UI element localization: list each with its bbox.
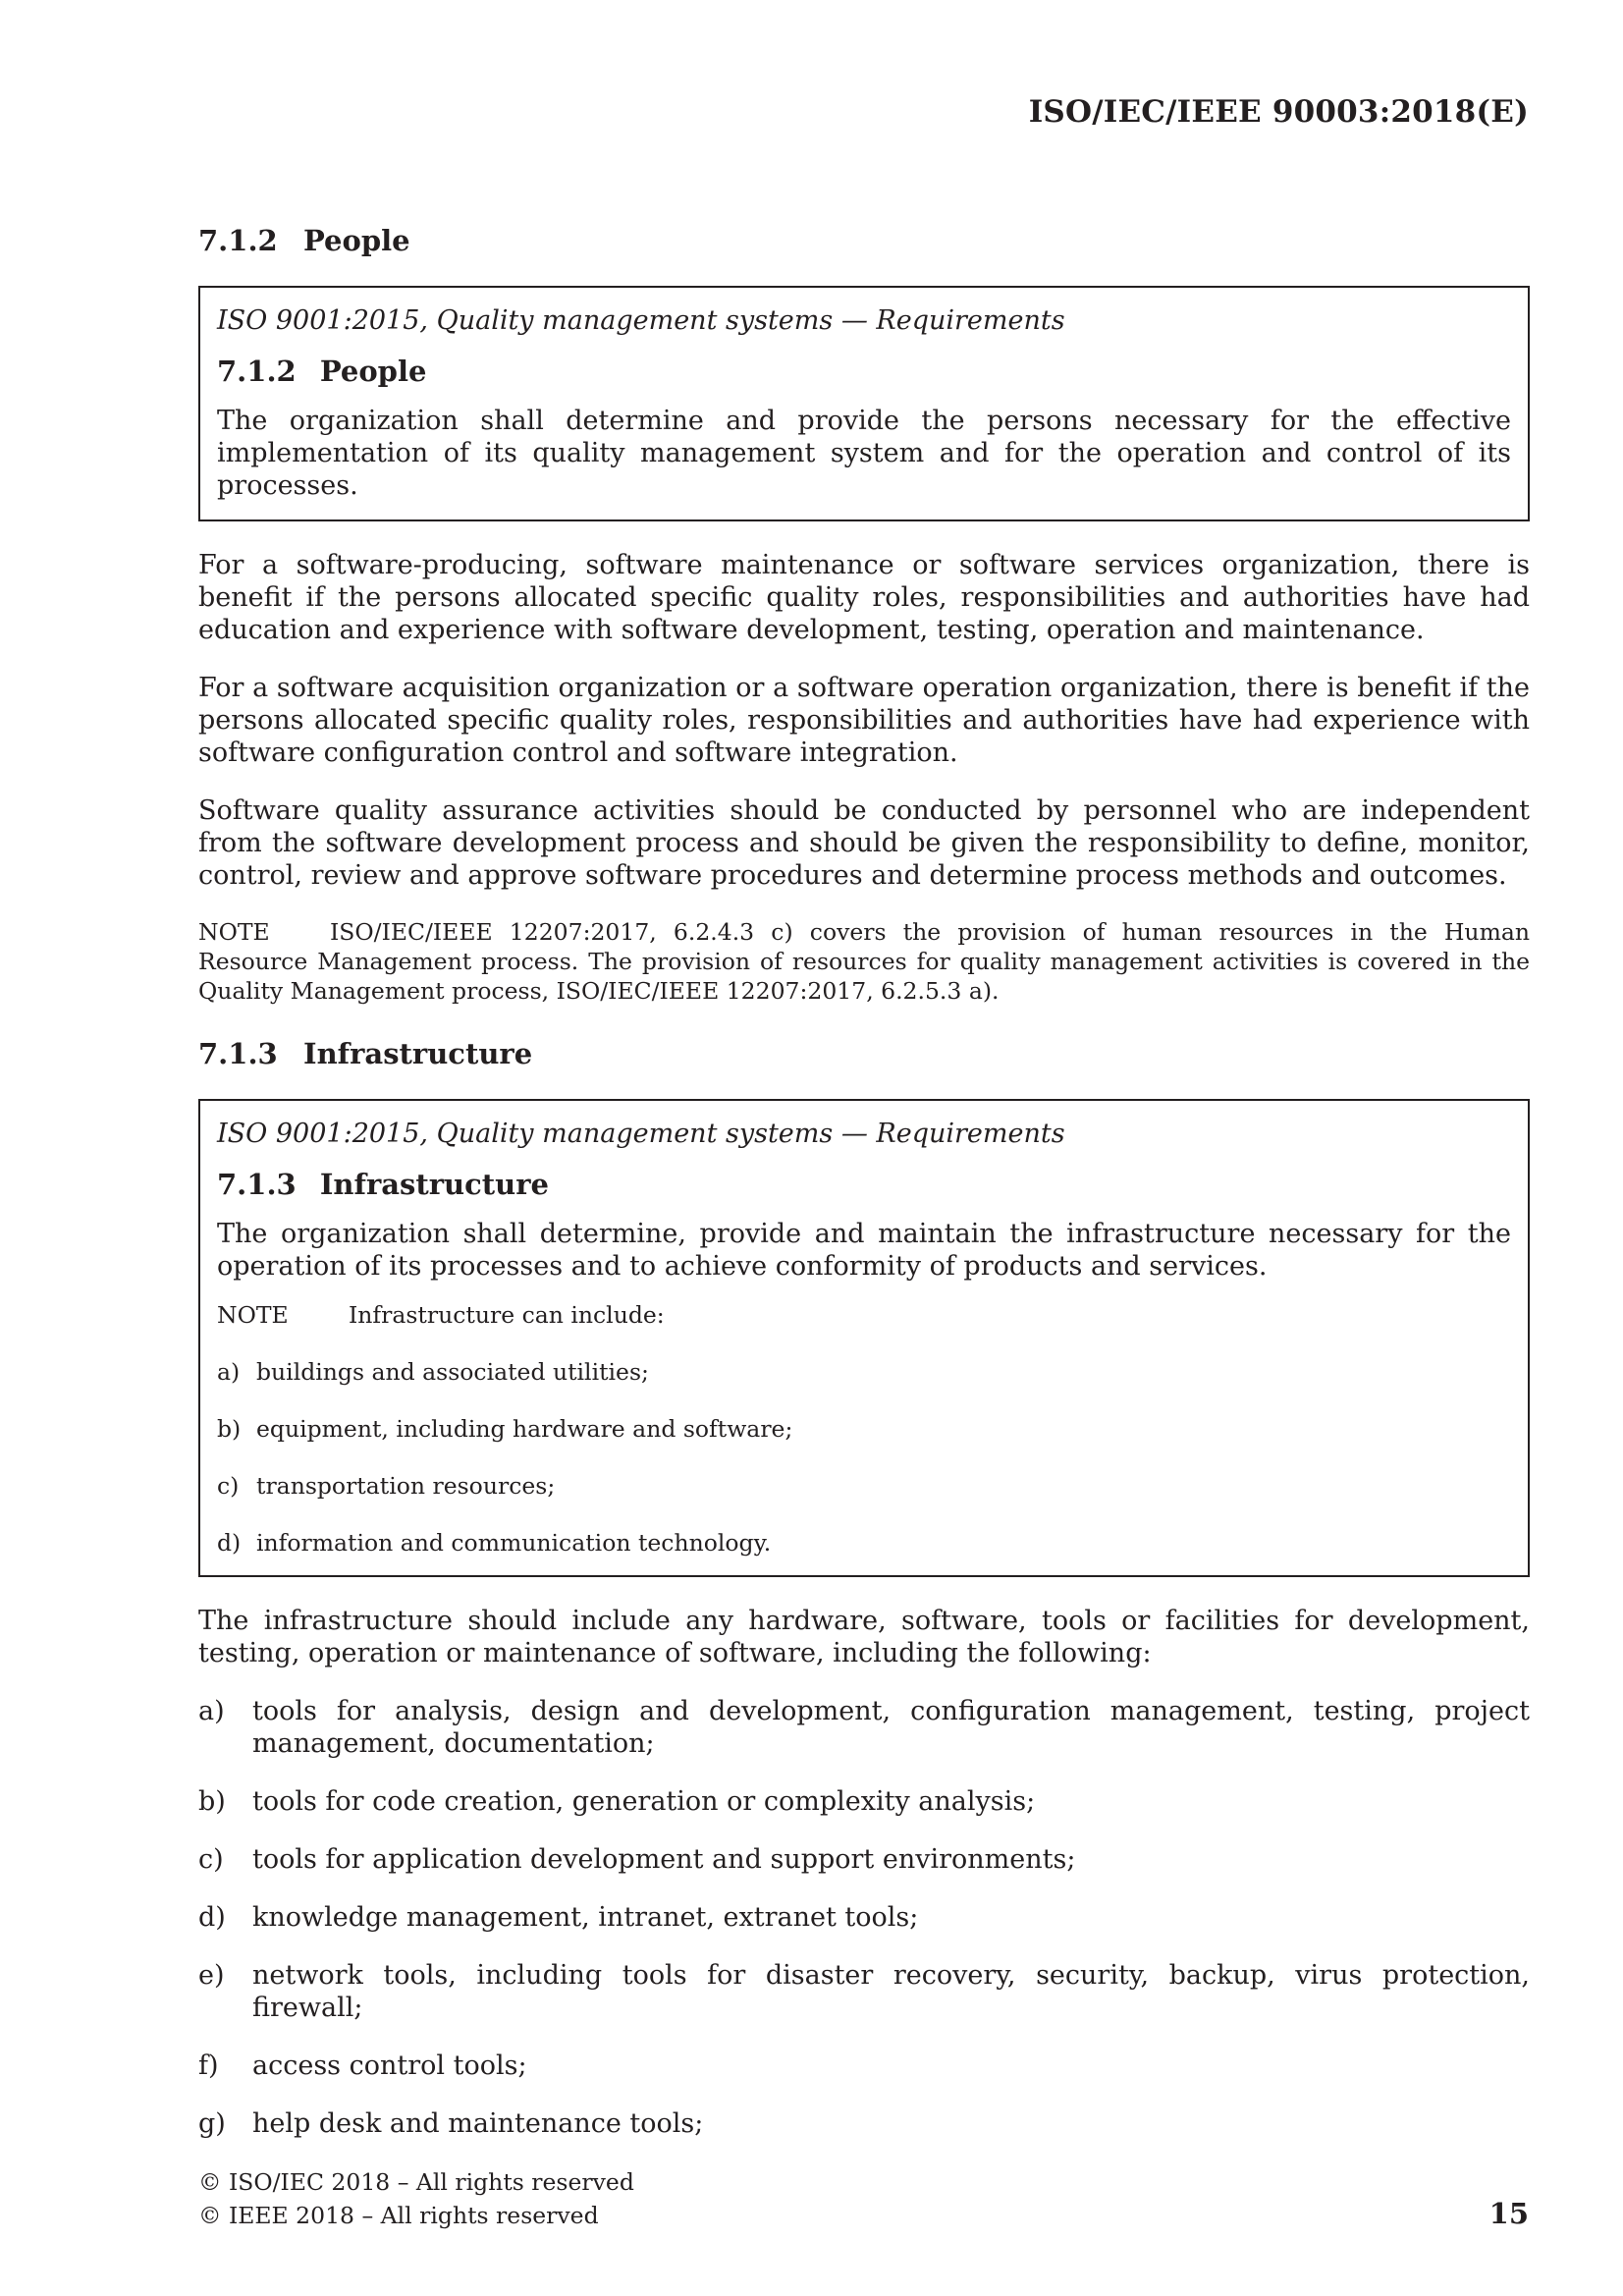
- list-marker: e): [198, 1960, 225, 1992]
- list-item-text: transportation resources;: [256, 1472, 556, 1501]
- section-title: People: [303, 224, 410, 257]
- section-number: 7.1.2: [198, 224, 278, 257]
- list-item: [198, 1959, 1530, 2024]
- list-item-text: tools for code creation, generation or complexity analysis;: [252, 1786, 1036, 1818]
- paragraph: The infrastructure should include any hardware, software, tools or facilities for development, testing, operation or maintenance of software, including the following:: [198, 1606, 1530, 1669]
- paragraph: Software quality assurance activities should be conducted by personnel who are independent from the software development process and should be given the responsibility to define, monitor, control, review and approve software procedures and determine process methods and outcomes.: [198, 795, 1530, 892]
- note-text: Infrastructure can include:: [349, 1301, 665, 1330]
- box-heading-title: Infrastructure: [319, 1168, 549, 1202]
- box-note: [217, 1300, 1511, 1330]
- list-item-text: network tools, including tools for disaster recovery, security, backup, virus protection, firewall;: [252, 1960, 1530, 2024]
- box-heading-number: 7.1.3: [217, 1168, 297, 1202]
- document-id: ISO/IEC/IEEE 90003:2018(E): [1028, 94, 1529, 130]
- box-body: The organization shall determine and provide the persons necessary for the effective implementation of its quality management system and for the operation and control of its processes.: [217, 406, 1511, 502]
- note-label: NOTE: [217, 1301, 289, 1330]
- list-marker: b): [198, 1786, 226, 1818]
- box-heading: [217, 1167, 1511, 1202]
- list-item-text: tools for application development and support environments;: [252, 1844, 1076, 1876]
- box-heading-title: People: [319, 354, 427, 388]
- section-title: Infrastructure: [303, 1037, 533, 1071]
- box-source: ISO 9001:2015, Quality management systems — Requirements: [217, 1118, 1065, 1149]
- note: [198, 917, 1530, 1006]
- list-item: [198, 2107, 1530, 2140]
- quoted-requirement-box-7-1-3: [198, 1099, 1530, 1577]
- list-marker: d): [198, 1902, 226, 1934]
- list-marker: d): [217, 1529, 242, 1558]
- page-number: 15: [1488, 2197, 1529, 2230]
- note-text: ISO/IEC/IEEE 12207:2017, 6.2.4.3 c) covers the provision of human resources in the Human Resource Management process. The provision of resources for quality management activities is covered in the Quality Management process, ISO/IEC/IEEE 12207:2017, 6.2.5.3 a).: [198, 918, 1530, 1006]
- list-marker: g): [198, 2108, 226, 2140]
- list-item-text: knowledge management, intranet, extranet tools;: [252, 1902, 919, 1934]
- section-number: 7.1.3: [198, 1037, 278, 1071]
- list-item: [198, 1901, 1530, 1934]
- list-item: [198, 1695, 1530, 1760]
- section-heading-7-1-2: [198, 224, 1530, 258]
- list-item-text: information and communication technology.: [256, 1529, 772, 1558]
- list-item-text: help desk and maintenance tools;: [252, 2108, 704, 2140]
- quoted-requirement-box-7-1-2: [198, 286, 1530, 521]
- list-item-text: equipment, including hardware and software;: [256, 1415, 793, 1444]
- list-item: [198, 2050, 1530, 2082]
- list-marker: a): [198, 1696, 225, 1727]
- box-list-item: [217, 1357, 1511, 1387]
- note-label: NOTE: [198, 918, 270, 947]
- list-item-text: tools for analysis, design and development, configuration management, testing, project management, documentation;: [252, 1696, 1530, 1760]
- copyright-footer: [198, 2165, 634, 2232]
- list-marker: a): [217, 1358, 241, 1387]
- paragraph: For a software acquisition organization or a software operation organization, there is benefit if the persons allocated specific quality roles, responsibilities and authorities have had experience with software configuration control and software integration.: [198, 673, 1530, 769]
- section-heading-7-1-3: [198, 1037, 1530, 1071]
- box-heading: [217, 354, 1511, 389]
- list-marker: b): [217, 1415, 242, 1444]
- box-list-item: [217, 1414, 1511, 1444]
- list-item: [198, 1843, 1530, 1876]
- list-marker: f): [198, 2050, 219, 2082]
- copyright-iso-iec: © ISO/IEC 2018 – All rights reserved: [198, 2168, 634, 2196]
- box-source: ISO 9001:2015, Quality management systems — Requirements: [217, 304, 1065, 336]
- list-marker: c): [217, 1472, 240, 1501]
- copyright-ieee: © IEEE 2018 – All rights reserved: [198, 2202, 599, 2229]
- list-item: [198, 1785, 1530, 1818]
- list-marker: c): [198, 1844, 224, 1876]
- page-content: [198, 224, 1530, 2165]
- list-item-text: access control tools;: [252, 2050, 527, 2082]
- box-list-item: [217, 1471, 1511, 1501]
- box-heading-number: 7.1.2: [217, 354, 297, 388]
- paragraph: For a software-producing, software maintenance or software services organization, there is benefit if the persons allocated specific quality roles, responsibilities and authorities have had education and experience with software development, testing, operation and maintenance.: [198, 550, 1530, 646]
- box-list-item: [217, 1528, 1511, 1558]
- list-item-text: buildings and associated utilities;: [256, 1358, 649, 1387]
- box-body: The organization shall determine, provide and maintain the infrastructure necessary for the operation of its processes and to achieve conformity of products and services.: [217, 1219, 1511, 1283]
